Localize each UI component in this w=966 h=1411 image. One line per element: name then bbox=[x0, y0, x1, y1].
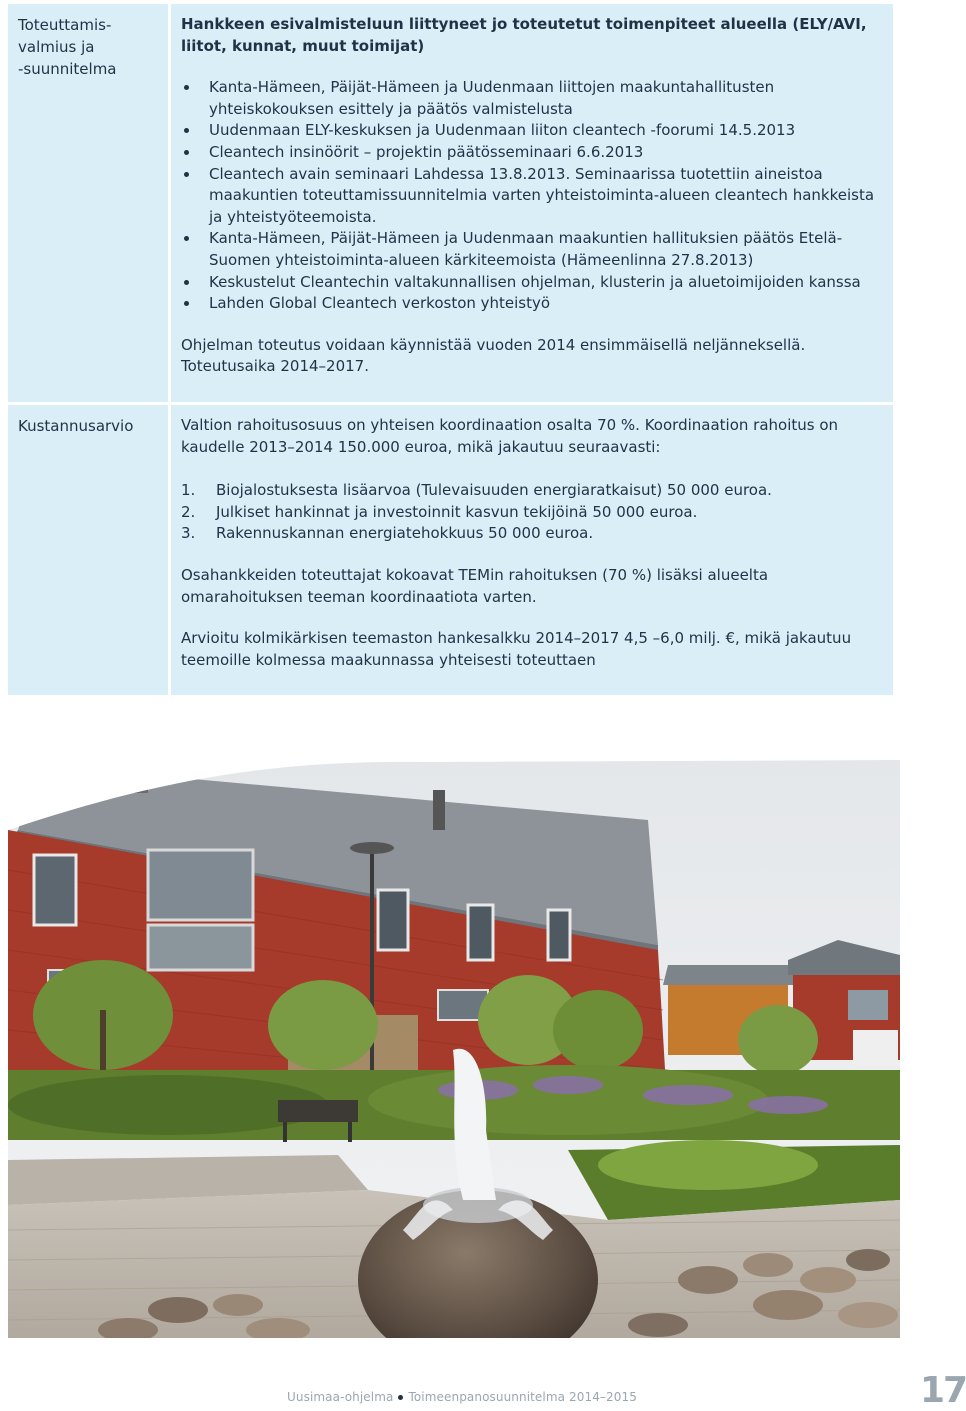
page-number: 17 bbox=[920, 1370, 966, 1411]
item-number: 1. bbox=[181, 481, 196, 500]
row-label bbox=[8, 405, 168, 695]
row-content bbox=[171, 405, 893, 695]
section-heading: Hankkeen esivalmisteluun liittyneet jo toteutetut toimenpiteet alueella (ELY/AVI, liitot, kunnat, muut toimijat) bbox=[181, 15, 867, 55]
info-table bbox=[8, 4, 893, 698]
table-row-implementation bbox=[8, 4, 893, 402]
photo-illustration bbox=[8, 760, 900, 1338]
list-item: Uudenmaan ELY-keskuksen ja Uudenmaan liiton cleantech -foorumi 14.5.2013 bbox=[181, 120, 885, 142]
list-item: Cleantech avain seminaari Lahdessa 13.8.2013. Seminaarissa tuotettiin aineistoa maakuntien toteuttamissuunnitelmia varten yhteistoiminta-alueen cleantech hankkeista ja yhteistyöteemoista. bbox=[181, 164, 885, 229]
portfolio-paragraph: Arvioitu kolmikärkisen teemaston hankesalkku 2014–2017 4,5 –6,0 milj. €, mikä jakautuu teemoille kolmessa maakunnassa yhteisesti toteuttaen bbox=[181, 629, 852, 669]
footer bbox=[287, 1390, 637, 1404]
list-item: Keskustelut Cleantechin valtakunnallisen ohjelman, klusterin ja aluetoimijoiden kanssa bbox=[181, 272, 885, 294]
closing-paragraph: Ohjelman toteutus voidaan käynnistää vuoden 2014 ensimmäisellä neljänneksellä. Toteutusaika 2014–2017. bbox=[181, 335, 806, 376]
item-number: 3. bbox=[181, 524, 196, 543]
numbered-list bbox=[181, 480, 885, 545]
list-item: Kanta-Hämeen, Päijät-Hämeen ja Uudenmaan maakuntien hallituksien päätös Etelä-Suomen yhteistoiminta-alueen kärkiteemoista (Hämeenlinna 27.8.2013) bbox=[181, 228, 885, 271]
bullet-list bbox=[181, 77, 885, 315]
row-content bbox=[171, 4, 893, 402]
item-text: Julkiset hankinnat ja investoinnit kasvun tekijöinä 50 000 euroa. bbox=[216, 502, 698, 521]
building-photo bbox=[8, 760, 900, 1338]
list-item bbox=[181, 502, 885, 524]
footer-program: Uusimaa-ohjelma bbox=[287, 1390, 394, 1404]
item-text: Rakennuskannan energiatehokkuus 50 000 euroa. bbox=[216, 524, 594, 543]
list-item: Kanta-Hämeen, Päijät-Hämeen ja Uudenmaan liittojen maakuntahallitusten yhteiskokouksen esittely ja päätös valmistelusta bbox=[181, 77, 885, 120]
row-label bbox=[8, 4, 168, 402]
row-label-text: Toteuttamis- valmius ja -suunnitelma bbox=[18, 16, 117, 78]
item-text: Biojalostuksesta lisäarvoa (Tulevaisuuden energiaratkaisut) 50 000 euroa. bbox=[216, 481, 772, 500]
list-item bbox=[181, 523, 885, 545]
item-number: 2. bbox=[181, 502, 196, 521]
row-label-text: Kustannusarvio bbox=[18, 417, 134, 435]
list-item: Lahden Global Cleantech verkoston yhteistyö bbox=[181, 293, 885, 315]
bullet-dot-icon bbox=[398, 1395, 403, 1400]
funding-paragraph: Osahankkeiden toteuttajat kokoavat TEMin rahoituksen (70 %) lisäksi alueelta omarahoituksen teeman koordinaatiota varten. bbox=[181, 565, 769, 606]
list-item: Cleantech insinöörit – projektin päätösseminaari 6.6.2013 bbox=[181, 142, 885, 164]
list-item bbox=[181, 480, 885, 502]
intro-paragraph: Valtion rahoitusosuus on yhteisen koordinaation osalta 70 %. Koordinaation rahoitus on kaudelle 2013–2014 150.000 euroa, mikä jakautuu seuraavasti: bbox=[181, 416, 839, 456]
footer-document: Toimeenpanosuunnitelma 2014–2015 bbox=[408, 1390, 637, 1404]
table-row-cost-estimate bbox=[8, 405, 893, 695]
